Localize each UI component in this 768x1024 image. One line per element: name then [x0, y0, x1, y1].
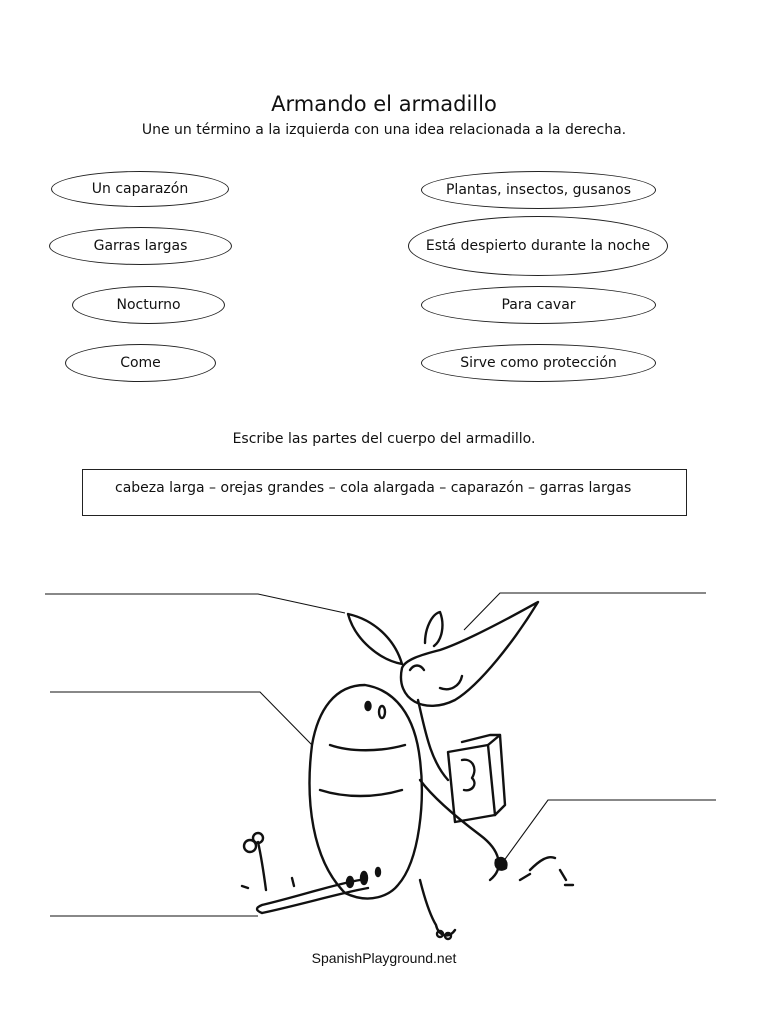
word-bank: cabeza larga – orejas grandes – cola alargada – caparazón – garras largas	[82, 469, 687, 516]
right-term-oval-2: Está despierto durante la noche	[408, 216, 668, 276]
label-line-claws	[503, 800, 716, 862]
left-term-oval-2: Garras largas	[49, 227, 232, 265]
left-term-oval-4: Come	[65, 344, 216, 382]
instruction-text: Escribe las partes del cuerpo del armadillo.	[232, 431, 536, 447]
label-line-head	[464, 593, 706, 630]
right-term-oval-1: Plantas, insectos, gusanos	[421, 171, 656, 209]
left-term-oval-3: Nocturno	[72, 286, 225, 324]
right-term-oval-4: Sirve como protección	[421, 344, 656, 382]
armadillo-drawing	[242, 602, 573, 939]
label-line-ear	[45, 594, 345, 613]
label-lines	[45, 593, 716, 916]
label-line-shell	[50, 692, 312, 745]
right-term-oval-3: Para cavar	[421, 286, 656, 324]
worksheet-title: Armando el armadillo	[271, 92, 497, 116]
worksheet-subtitle: Une un término a la izquierda con una idea relacionada a la derecha.	[141, 122, 627, 138]
left-term-oval-1: Un caparazón	[51, 171, 229, 207]
footer-credit: SpanishPlayground.net	[311, 950, 457, 966]
